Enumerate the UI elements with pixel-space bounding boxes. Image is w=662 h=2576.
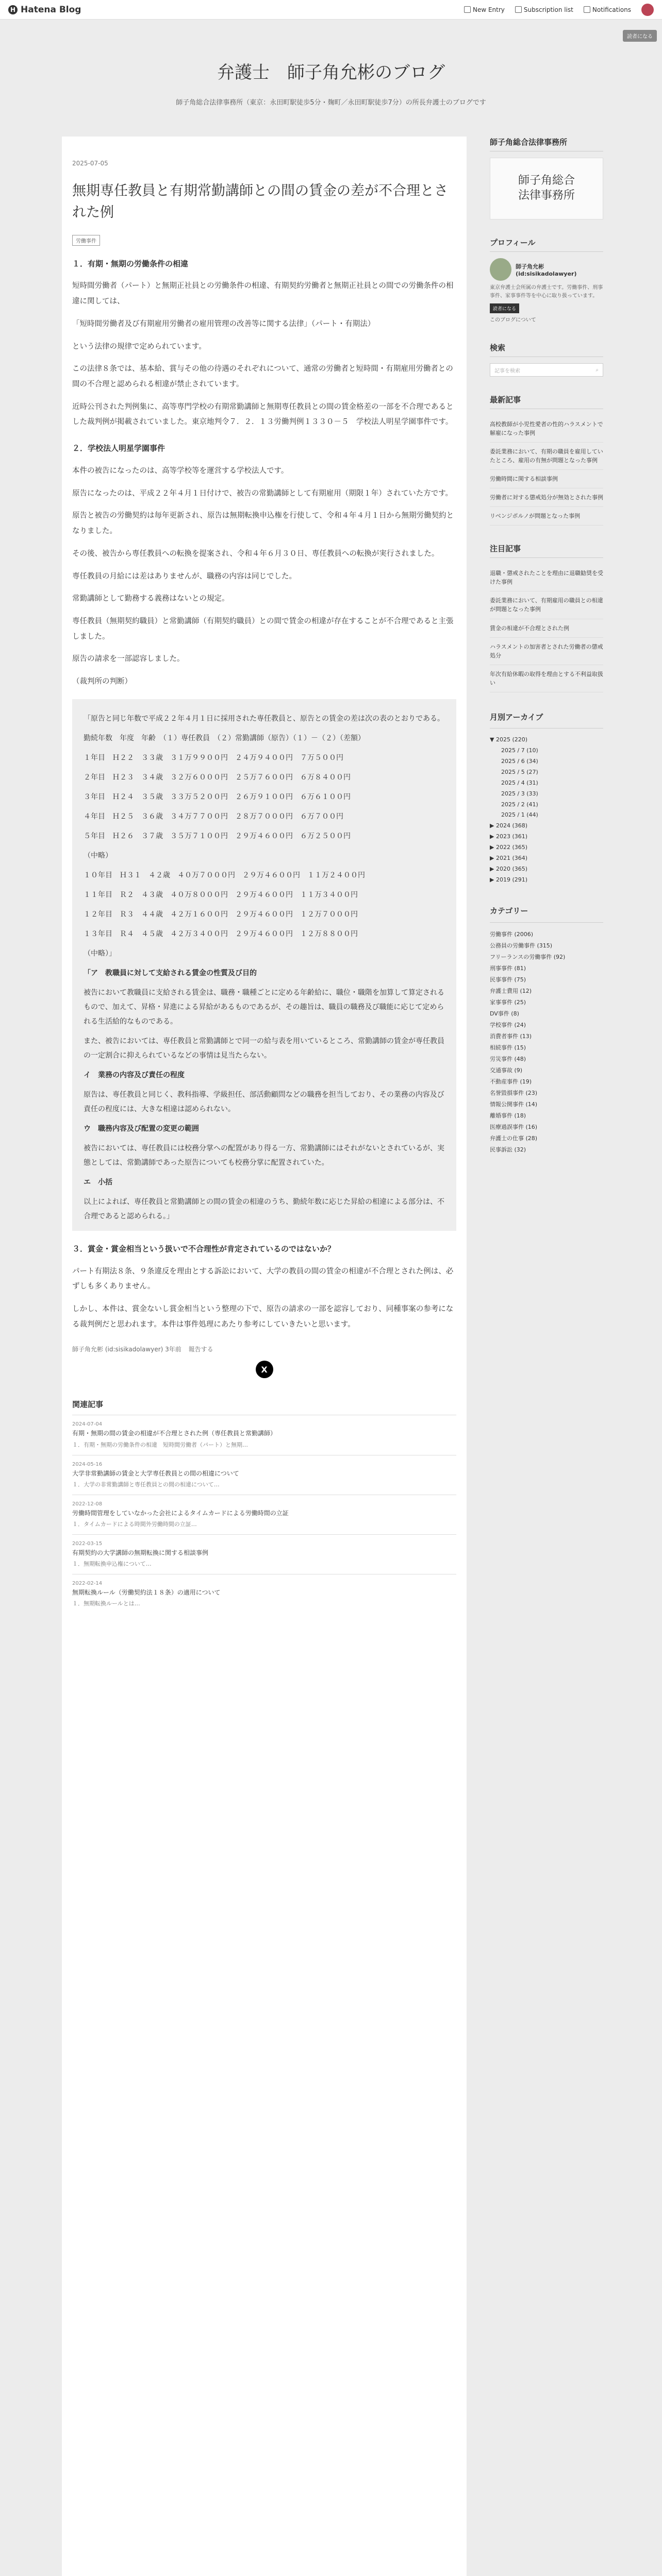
archive-month[interactable]: 2025 / 3 (33) (501, 790, 538, 797)
hatena-brand[interactable] (8, 5, 81, 15)
quote-line: （中略） (84, 851, 112, 860)
blog-description: 師子角総合法律事務所（東京：永田町駅徒歩5分・麹町／永田町駅徒歩7分）の所長弁護士のブログです (176, 99, 486, 107)
related-title[interactable]: 有期・無期の間の賃金の相違が不合理とされた例（専任教員と常勤講師） (72, 1430, 277, 1437)
blog-title[interactable]: 弁護士 師子角允彬のブログ (217, 62, 445, 83)
related-snippet: １．無期転換ルールとは… (72, 1600, 140, 1607)
attention-heading: 注目記事 (490, 543, 603, 558)
quote-line: １０年目 Ｈ３１ ４２歳 ４０万７０００円 ２９万４６００円 １１万２４００円 (84, 871, 365, 879)
attention-entry[interactable]: ハラスメントの加害者とされた労働者の懲戒処分 (490, 638, 603, 665)
section-heading: １．有期・無期の労働条件の相違 (72, 259, 189, 268)
category-item[interactable]: 労災事件 (48) (490, 1055, 526, 1062)
archive-heading: 月別アーカイブ (490, 710, 603, 729)
quote-line: 以上によれば、専任教員と常勤講師との間の賃金の相違のうち、勤続年数に応じた昇給の相違による部分は、不合理であると認められる。」 (84, 1197, 444, 1221)
profile-module (490, 237, 603, 325)
profile-text: 東京弁護士会所属の弁護士です。労働事件、刑事事件、家事事件等を中心に取り扱っています。 (490, 285, 603, 299)
quote-line: ウ 職務内容及び配置の変更の範囲 (84, 1124, 199, 1133)
profile-heading: プロフィール (490, 237, 603, 252)
category-item[interactable]: フリーランスの労働事件 (92) (490, 953, 566, 960)
entry-author[interactable]: 師子角允彬 (id:sisikadolawyer) 3年前 (72, 1346, 181, 1353)
archive-year[interactable]: ▶ 2024 (368) (490, 822, 528, 829)
archive-year[interactable]: ▶ 2022 (365) (490, 844, 528, 851)
archive-month[interactable]: 2025 / 4 (31) (501, 779, 538, 786)
profile-name[interactable]: 師子角允彬 (id:sisikadolawyer) (516, 263, 577, 277)
related-date: 2022-03-15 (72, 1541, 103, 1547)
quote-line: 被告において教職員に支給される賃金は、職務・職種ごとに定める年齢給に、職位・職階を加算して算定されるもので、加えて、昇格・昇進による昇給があるものであるが、その趣旨は、職員の職務及び職能に応じて定められる生活給的なものである。 (84, 988, 444, 1026)
related-entries (72, 1399, 456, 1614)
blog-header (0, 20, 662, 128)
attention-entry[interactable]: 委託業務において、有期雇用の職員との相違が問題となった事例 (490, 591, 603, 619)
office-logo[interactable] (490, 158, 603, 219)
attention-module (490, 543, 603, 692)
bell-icon (584, 6, 590, 13)
category-item[interactable]: 弁護士費用 (12) (490, 987, 532, 994)
category-item[interactable]: 医療過誤事件 (16) (490, 1123, 538, 1130)
related-item[interactable] (72, 1534, 456, 1574)
recent-entry[interactable]: 高校教師が小児性愛者の性的ハラスメントで解雇になった事例 (490, 415, 603, 443)
quote-line: また、被告においては、専任教員と常勤講師とで同一の給与表を用いているところ、常勤講師の賃金が専任教員の一定割合に抑えられているなどの事情は見当たらない。 (84, 1037, 444, 1060)
category-item[interactable]: 消費者事件 (13) (490, 1032, 532, 1040)
category-item[interactable]: 不動産事件 (19) (490, 1078, 532, 1085)
paragraph: 原告になったのは、平成２２年４月１日付けで、被告の常勤講師として有期雇用（期限１年）されていた方です。 (72, 489, 453, 498)
quote-line: 「原告と同じ年数で平成２２年４月１日に採用された専任教員と、原告との賃金の差は次の表のとおりである。 (84, 714, 444, 723)
related-title[interactable]: 有期契約の大学講師の無期転換に関する相談事例 (72, 1549, 209, 1557)
paragraph: （裁判所の判断） (72, 677, 132, 686)
court-quote (72, 699, 456, 1231)
subscription-label: Subscription list (523, 6, 573, 13)
profile-avatar[interactable] (490, 258, 511, 281)
subscribe-button[interactable]: 読者になる (623, 30, 657, 42)
section-heading: ３．賞金・賞金相当という扱いで不合理性が肯定されているのではないか？ (72, 1244, 336, 1253)
search-heading: 検索 (490, 342, 603, 357)
new-entry-link[interactable] (464, 6, 505, 13)
category-item[interactable]: 情報公開事件 (14) (490, 1100, 538, 1108)
sidebar (490, 137, 603, 1173)
recent-entry[interactable]: 労働時間に関する相談事例 (490, 470, 603, 488)
subscription-list-link[interactable] (515, 6, 573, 13)
about-blog-link[interactable]: このブログについて (490, 317, 536, 323)
entry-title[interactable]: 無期専任教員と有期常勤講師との間の賃金の差が不合理とされた例 (72, 183, 448, 221)
related-snippet: １．タイムカードによる時間外労働時間の立証… (72, 1521, 197, 1528)
quote-line: イ 業務の内容及び責任の程度 (84, 1071, 185, 1079)
quote-line: １３年目 Ｒ４ ４５歳 ４２万３４００円 ２９万４６００円 １２万８８００円 (84, 929, 358, 938)
search-icon[interactable]: ⌕ (595, 367, 599, 373)
quote-line: ４年目 Ｈ２５ ３６歳 ３４万７７００円 ２８万７０００円 ６万７００円 (84, 812, 343, 821)
paragraph: という法律の規律で定められています。 (72, 342, 206, 351)
paragraph: 原告の請求を一部認容しました。 (72, 655, 185, 664)
attention-entry[interactable]: 退職・懲戒されたことを理由に退職勧奨を受けた事例 (490, 564, 603, 591)
quote-line: １２年目 Ｒ３ ４４歳 ４２万１６００円 ２９万４６００円 １２万７０００円 (84, 910, 358, 919)
paragraph: 近時公刊された判例集に、高等専門学校の有期常勤講師と無期専任教員との間の賃金格差の一部を不合理であるとした裁判例が掲載されていました。東京地判令７．２．１３労働判例１３３０－５ 学校法人明星学園事件です。 (72, 402, 454, 427)
hatena-logo-icon: H (8, 5, 18, 14)
new-entry-label: New Entry (472, 6, 505, 13)
quote-line: （中略）」 (84, 949, 116, 958)
related-item[interactable] (72, 1455, 456, 1495)
read-button[interactable]: 読者になる (490, 303, 519, 313)
related-snippet: １．無期転換申込権について… (72, 1561, 152, 1568)
paragraph: しかし、本件は、賞金ないし賞金相当という整理の下で、原告の請求の一部を認容しており、同種事案の参考になる裁判例だと思われます。本件は事件処理にあたり参考にしていきたいと思います。 (72, 1305, 454, 1329)
article (62, 137, 467, 2576)
related-heading: 関連記事 (72, 1400, 104, 1410)
related-item[interactable] (72, 1495, 456, 1534)
quote-line: １１年目 Ｒ２ ４３歳 ４０万８０００円 ２９万４６００円 １１万３４００円 (84, 890, 358, 899)
archive-year[interactable]: ▶ 2023 (361) (490, 833, 528, 840)
paragraph: 本件の被告になったのは、高等学校等を運営する学校法人です。 (72, 466, 289, 475)
archive-year[interactable]: ▼ 2025 (220) (490, 736, 528, 743)
category-item[interactable]: 離婚事件 (18) (490, 1112, 526, 1119)
archive-year[interactable]: ▶ 2020 (365) (490, 865, 528, 872)
related-date: 2024-07-04 (72, 1421, 103, 1428)
category-item[interactable]: 家事事件 (25) (490, 998, 526, 1006)
category-module (490, 903, 603, 1156)
archive-year[interactable]: ▶ 2019 (291) (490, 876, 528, 883)
paragraph: 原告と被告の労働契約は毎年更新され、原告は無期転換申込権を行使して、令和４年４月１日から無期労働契約となりました。 (72, 512, 454, 536)
search-module (490, 342, 603, 377)
paragraph: この法律８条では、基本給、賞与その他の待遇のそれぞれについて、通常の労働者と短時間・有期雇用労働者との間の不合理と認められる相違が禁止されています。 (72, 365, 453, 389)
related-item[interactable] (72, 1415, 456, 1454)
related-date: 2022-02-14 (72, 1581, 103, 1587)
archive-year[interactable]: ▶ 2021 (364) (490, 855, 528, 862)
recent-entry[interactable]: 労働者に対する懲戒処分が無効とされた事例 (490, 488, 603, 507)
category-item[interactable]: 公務員の労働事件 (315) (490, 942, 553, 949)
category-item[interactable]: 相続事件 (15) (490, 1044, 526, 1051)
related-date: 2024-05-16 (72, 1461, 103, 1467)
attention-entry[interactable]: 賃金の相違が不合理とされた例 (490, 619, 603, 638)
quote-line: ５年目 Ｈ２６ ３７歳 ３５万７１００円 ２９万４６００円 ６万２５００円 (84, 832, 351, 840)
recent-entry[interactable]: リベンジポルノが問題となった事例 (490, 507, 603, 526)
notifications-link[interactable] (584, 6, 631, 13)
recent-heading: 最新記事 (490, 394, 603, 409)
archive-month[interactable]: 2025 / 5 (27) (501, 768, 538, 775)
entry-body (72, 256, 456, 1333)
entry-footer (72, 1345, 456, 1353)
paragraph: 短時間労働者（パート）と無期正社員との労働条件の相違、有期契約労働者と無期正社員との間での労働条件の相違に関しては、 (72, 282, 454, 306)
paragraph: その後、被告から専任教員への転換を提案され、令和４年６月３０日、専任教員への転換が実行されました。 (72, 549, 439, 558)
category-item[interactable]: 名誉毀損事件 (23) (490, 1089, 538, 1096)
pencil-icon (464, 6, 471, 13)
paragraph: パート有期法８条、９条違反を理由とする訴訟において、大学の教員の間の賃金の相違が不合理とされた例は、必ずしも多くありません。 (72, 1267, 454, 1291)
category-heading: カテゴリー (490, 903, 603, 923)
quote-line: エ 小括 (84, 1178, 112, 1187)
related-title[interactable]: 大学非常勤講師の賃金と大学専任教員との間の相違について (72, 1469, 239, 1477)
category-item[interactable]: DV事件 (8) (490, 1010, 519, 1017)
archive-module (490, 710, 603, 886)
search-input[interactable] (490, 363, 603, 377)
top-bar (0, 0, 662, 20)
entry-date[interactable]: 2025-07-05 (72, 160, 108, 167)
office-module (490, 137, 603, 219)
quote-line: 原告は、専任教員と同じく、教科指導、学級担任、部活動顧問などの職務を担当しており、その業務の内容及び責任の程度には、大きな相違は認められない。 (84, 1090, 444, 1113)
quote-line: ２年目 Ｈ２３ ３４歳 ３２万６０００円 ２５万７６００円 ６万８４００円 (84, 773, 351, 782)
office-heading: 師子角総合法律事務所 (490, 137, 603, 151)
category-item[interactable]: 学校事件 (24) (490, 1021, 526, 1028)
notifications-label: Notifications (592, 6, 631, 13)
related-date: 2022-12-08 (72, 1501, 103, 1507)
recent-entries-module (490, 394, 603, 526)
list-icon (515, 6, 522, 13)
paragraph: 常勤講師として勤務する義務はないとの規定。 (72, 595, 229, 603)
category-item[interactable]: 弁護士の仕事 (28) (490, 1134, 538, 1142)
report-link[interactable]: 報告する (188, 1346, 213, 1353)
entry-category[interactable]: 労働事件 (72, 235, 100, 246)
quote-line: ３年目 Ｈ２４ ３５歳 ３３万５２００円 ２６万９１００円 ６万６１００円 (84, 792, 351, 801)
related-item[interactable] (72, 1574, 456, 1614)
paragraph: 「短時間労働者及び有期雇用労働者の雇用管理の改善等に関する法律」（パート・有期法） (72, 319, 375, 328)
related-snippet: １．大学の非常勤講師と専任教員との間の相違について… (72, 1481, 220, 1488)
archive-month[interactable]: 2025 / 1 (44) (501, 811, 538, 819)
quote-line: 被告においては、専任教員には校務分掌への配置があり得る一方、常勤講師にはそれがないとされているが、実態としては、常勤講師であった原告についても校務分掌に配置されていた。 (84, 1144, 444, 1167)
category-item[interactable]: 民事訴訟 (32) (490, 1146, 526, 1153)
category-item[interactable]: 労働事件 (2006) (490, 930, 534, 938)
category-item[interactable]: 民事事件 (75) (490, 976, 526, 983)
quote-line: 勤続年数 年度 年齢 （１）専任教員 （２）常勤講師（原告）（１）－（２）（差額） (84, 734, 365, 742)
brand-label: Hatena Blog (21, 4, 81, 15)
quote-line: 「ア 教職員に対して支給される賃金の性質及び目的 (84, 969, 257, 977)
category-item[interactable]: 交通事故 (9) (490, 1066, 523, 1074)
quote-line: １年目 Ｈ２２ ３３歳 ３１万９９００円 ２４万９４００円 ７万５００円 (84, 753, 343, 762)
archive-month[interactable]: 2025 / 2 (41) (501, 801, 538, 808)
related-title[interactable]: 無期転換ルール（労働契約法１８条）の適用について (72, 1589, 221, 1597)
related-snippet: １．有期・無期の労働条件の相違 短時間労働者（パート）と無期… (72, 1441, 248, 1448)
paragraph: 専任教員の月給には差はありませんが、職務の内容は同じでした。 (72, 572, 296, 581)
user-avatar[interactable] (641, 4, 654, 16)
recent-entry[interactable]: 委託業務において、有期の職員を雇用していたところ、雇用の有無が問題となった事例 (490, 443, 603, 470)
paragraph: 専任教員（無期契約職員）と常勤講師（有期契約職員）との間で賃金の相違が存在することが不合理であると主張しました。 (72, 617, 454, 641)
category-item[interactable]: 刑事事件 (81) (490, 964, 526, 972)
archive-month[interactable]: 2025 / 7 (10) (501, 747, 538, 754)
share-x-button[interactable]: X (256, 1361, 273, 1378)
attention-entry[interactable]: 年次有給休暇の取得を理由とする不利益取扱い (490, 665, 603, 692)
search-placeholder: 記事を検索 (494, 368, 520, 374)
office-logo-text: 師子角総合 法律事務所 (518, 174, 575, 202)
section-heading: ２．学校法人明星学園事件 (72, 444, 166, 453)
related-title[interactable]: 労働時間管理をしていなかった会社によるタイムカードによる労働時間の立証 (72, 1509, 289, 1517)
archive-month[interactable]: 2025 / 6 (34) (501, 758, 538, 765)
